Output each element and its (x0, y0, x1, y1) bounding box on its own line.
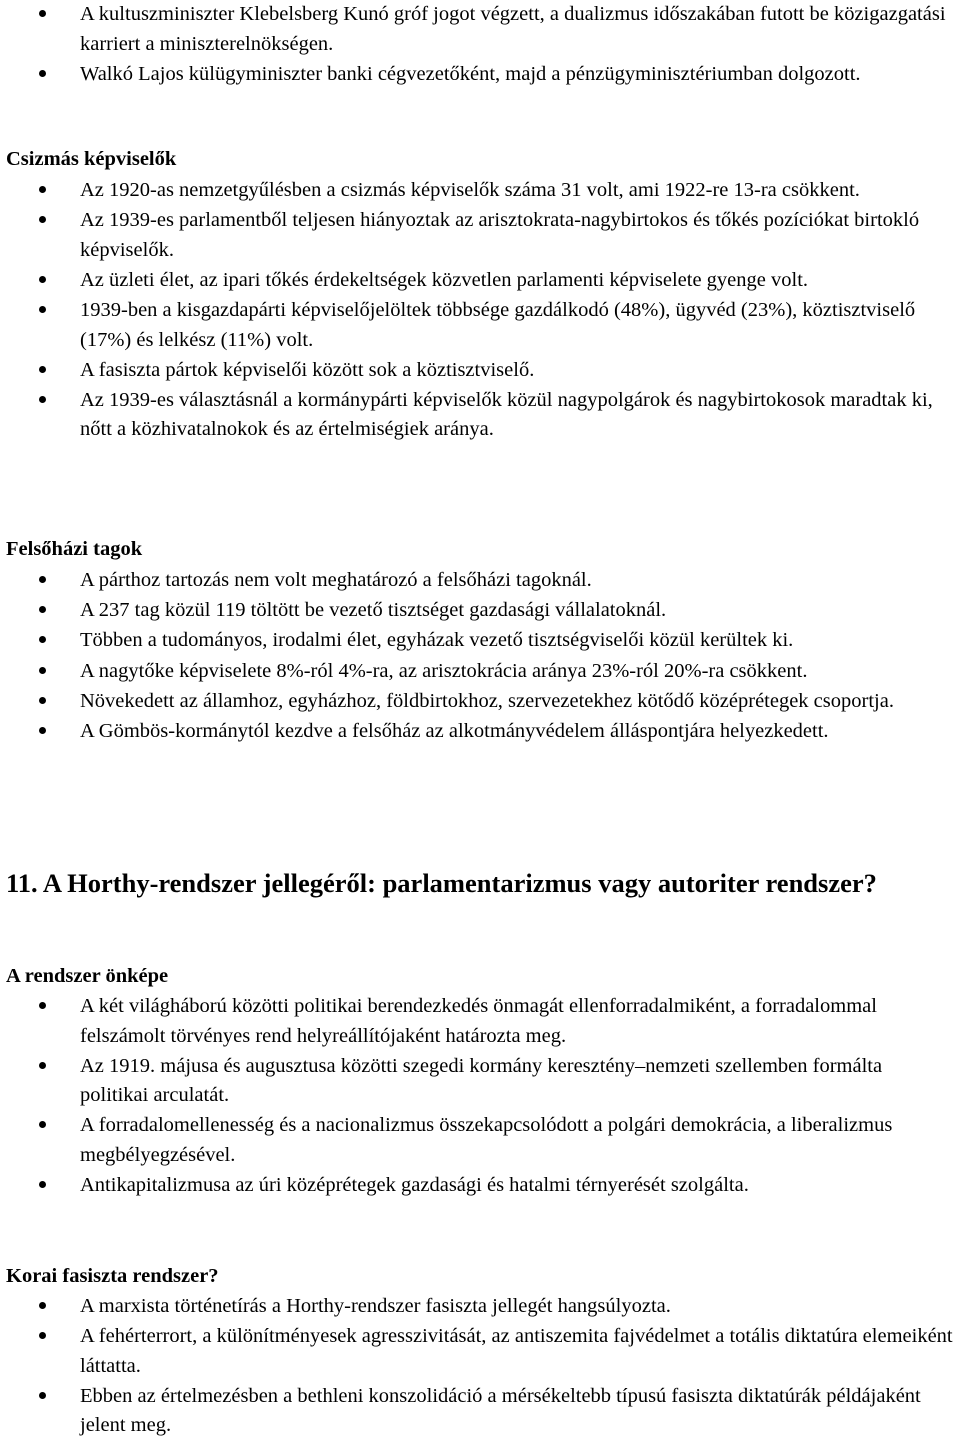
section-heading-onkep: A rendszer önképe (6, 965, 169, 987)
list-item (0, 626, 960, 656)
bullet-icon (39, 1121, 46, 1128)
chapter-title: 11. A Horthy-rendszer jellegéről: parlamentarizmus vagy autoriter rendszer? (6, 868, 877, 898)
list-item-text: A nagytőke képviselete 8%-ról 4%-ra, az arisztokrácia aránya 23%-ról 20%-ra csökkent. (80, 659, 808, 682)
bullet-icon (39, 216, 46, 223)
section-heading-felsohazi: Felsőházi tagok (6, 538, 143, 560)
bullet-icon (39, 1002, 46, 1009)
list-item-text: A forradalomellenesség és a nacionalizmus összekapcsolódott a polgári demokrácia, a liberalizmus megbélyegzésével. (80, 1114, 893, 1166)
bullet-icon (39, 606, 46, 613)
list-item-text: Növekedett az államhoz, egyházhoz, földbirtokhoz, szervezetekhez kötődő középrétegek csoportja. (80, 689, 894, 712)
bullet-icon (39, 727, 46, 734)
list-item (0, 992, 960, 1051)
bullet-icon (39, 1332, 46, 1339)
list-item (0, 687, 960, 717)
section-heading-fasiszta: Korai fasiszta rendszer? (6, 1265, 219, 1287)
bullet-icon (39, 366, 46, 373)
list-item-text: Az 1919. májusa és augusztusa közötti szegedi kormány keresztény–nemzeti szellemben formálta politikai arculatát. (80, 1054, 883, 1107)
bullet-icon (39, 186, 46, 193)
list-item-text: A két világháború közötti politikai berendezkedés önmagát ellenforradalmiként, a forradalommal felszámolt törvényes rend helyreállítójaként határozta meg. (80, 995, 877, 1047)
list-item-text: A 237 tag közül 119 töltött be vezető tisztséget gazdasági vállalatoknál. (80, 599, 667, 622)
list-item (0, 596, 960, 626)
list-item-text: Az 1939-es parlamentből teljesen hiányoztak az arisztokrata-nagybirtokos és tőkés pozíciókat birtokló képviselők. (80, 209, 920, 261)
list-item-text: A fasiszta pártok képviselői között sok a köztisztviselő. (80, 358, 535, 381)
onkep-list (0, 992, 960, 1201)
bullet-icon (39, 667, 46, 674)
list-item-text: A párthoz tartozás nem volt meghatározó a felsőházi tagoknál. (80, 569, 592, 591)
list-item-text: Többen a tudományos, irodalmi élet, egyházak vezető tisztségviselői közül kerültek ki. (80, 629, 794, 652)
list-item (0, 1292, 960, 1322)
list-item (0, 1111, 960, 1170)
bullet-icon (39, 1302, 46, 1309)
list-item-text: Antikapitalizmusa az úri középrétegek gazdasági és hatalmi térnyerését szolgálta. (80, 1174, 749, 1197)
list-item-text: A fehérterrort, a különítményesek agresszivitását, az antiszemita fajvédelmet a totális diktatúra elemeiként láttatta. (80, 1325, 953, 1377)
list-item-text: A marxista történetírás a Horthy-rendszer fasiszta jellegét hangsúlyozta. (80, 1295, 671, 1317)
bullet-icon (39, 276, 46, 283)
list-item-text: Az üzleti élet, az ipari tőkés érdekeltségek közvetlen parlamenti képviselete gyenge volt. (80, 268, 809, 291)
section-heading-csizmas: Csizmás képviselők (6, 148, 177, 170)
bullet-icon (39, 10, 46, 17)
list-item (0, 1171, 960, 1201)
list-item (0, 1382, 960, 1441)
list-item-text: Ebben az értelmezésben a bethleni konszolidáció a mérsékeltebb típusú fasiszta diktatúrák példájaként jelent meg. (80, 1384, 921, 1437)
fasiszta-list (0, 1292, 960, 1441)
list-item (0, 176, 960, 206)
list-item (0, 657, 960, 687)
list-item (0, 0, 960, 59)
bullet-icon (39, 697, 46, 704)
list-item-text: A Gömbös-kormánytól kezdve a felsőház az alkotmányvédelem álláspontjára helyezkedett. (80, 719, 829, 742)
list-item (0, 266, 960, 296)
bullet-icon (39, 1181, 46, 1188)
bullet-icon (39, 576, 46, 583)
bullet-icon (39, 306, 46, 313)
list-item (0, 717, 960, 747)
bullet-icon (39, 70, 46, 77)
bullet-icon (39, 1392, 46, 1399)
list-item-text: 1939-ben a kisgazdapárti képviselőjelöltek többsége gazdálkodó (48%), ügyvéd (23%), köztisztviselő (17%) és lelkész (11%) volt. (80, 299, 916, 351)
felsohazi-list (0, 566, 960, 746)
list-item (0, 60, 960, 90)
list-item (0, 566, 960, 596)
bullet-icon (39, 636, 46, 643)
list-item (0, 386, 960, 445)
list-item-text: Az 1939-es választásnál a kormánypárti képviselők közül nagypolgárok és nagybirtokosok maradtak ki, nőtt a közhivatalnokok és az értelmiségiek aránya. (80, 388, 933, 441)
bullet-icon (39, 1062, 46, 1069)
list-item (0, 206, 960, 265)
list-item (0, 356, 960, 386)
csizmas-list (0, 176, 960, 445)
list-item (0, 1052, 960, 1111)
list-item (0, 296, 960, 355)
list-item-text: Walkó Lajos külügyminiszter banki cégvezetőként, majd a pénzügyminisztériumban dolgozott. (80, 62, 861, 85)
list-item-text: Az 1920-as nemzetgyűlésben a csizmás képviselők száma 31 volt, ami 1922-re 13-ra csökkent. (80, 179, 860, 201)
bullet-icon (39, 396, 46, 403)
intro-list (0, 0, 960, 89)
list-item-text: A kultuszminiszter Klebelsberg Kunó gróf jogot végzett, a dualizmus időszakában futott be közigazgatási karriert a miniszterelnökségen. (80, 3, 946, 55)
list-item (0, 1322, 960, 1381)
